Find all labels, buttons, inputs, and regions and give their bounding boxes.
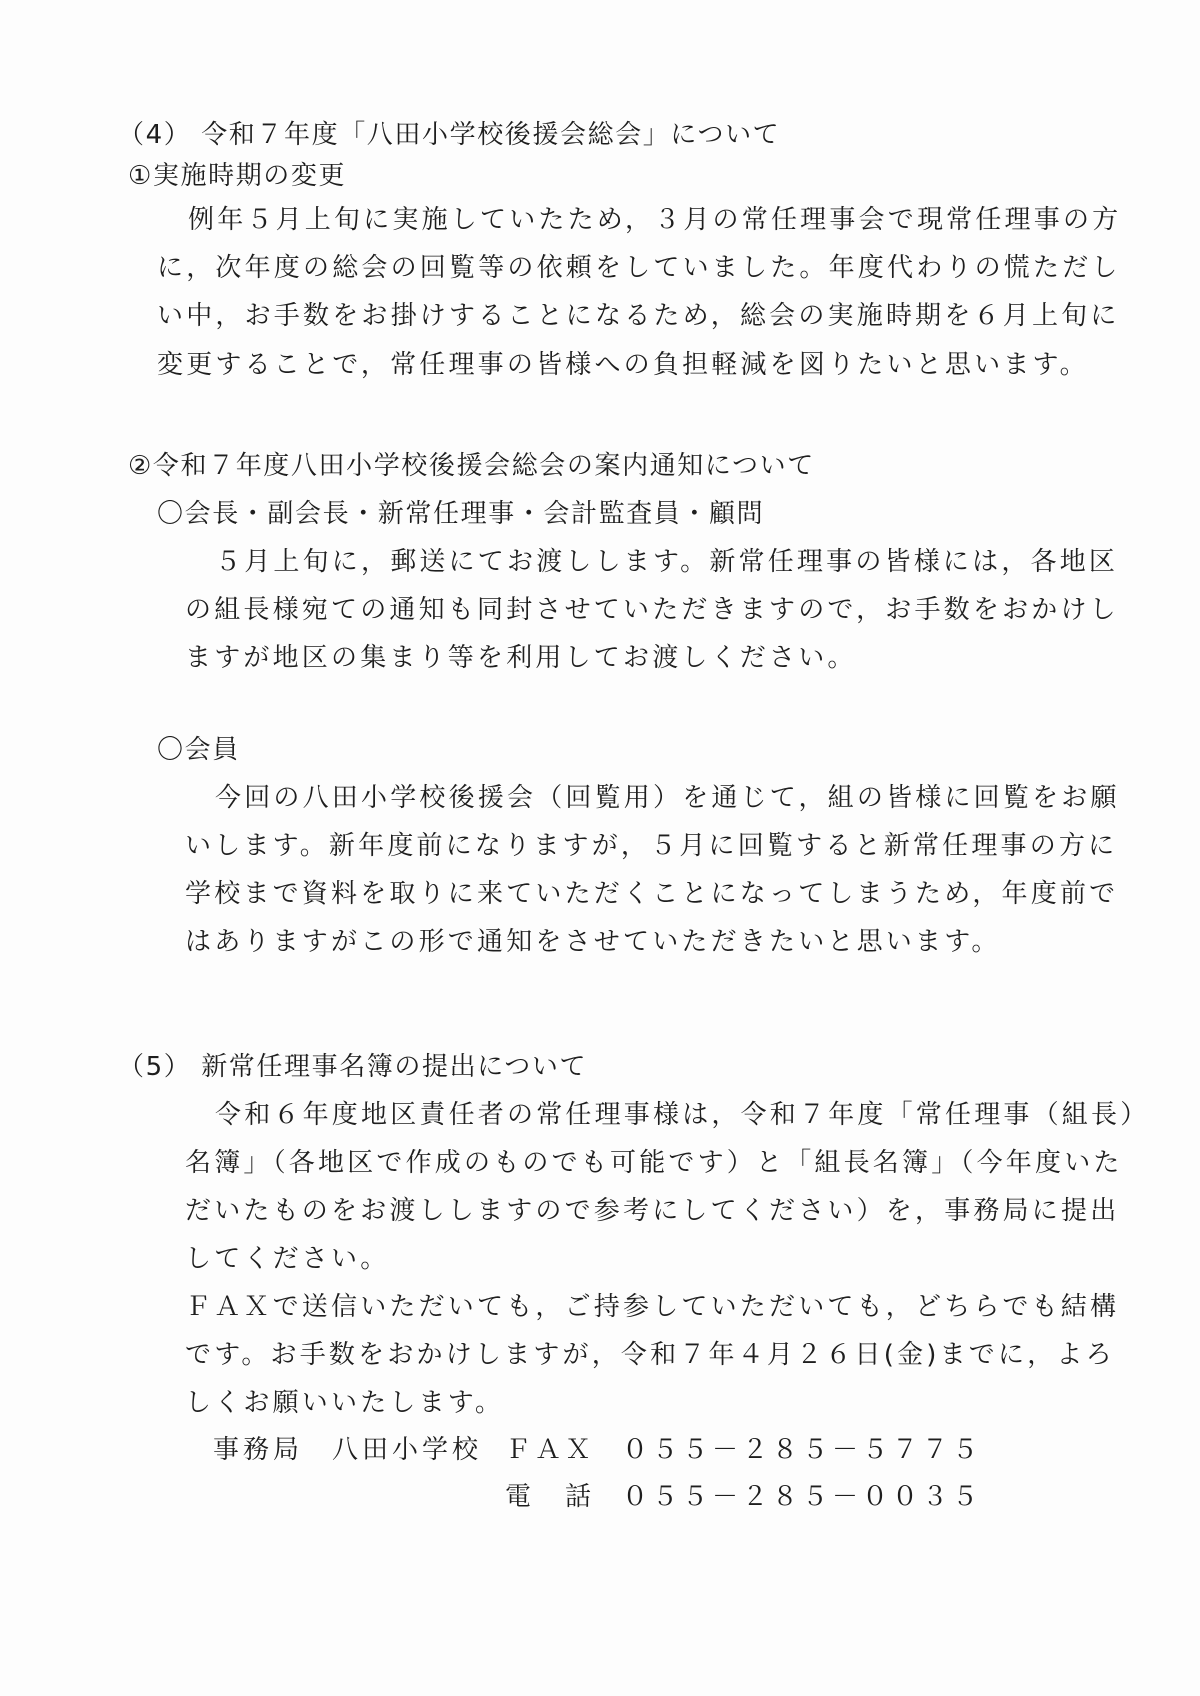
contact-fax-label: ＦＡＸ (505, 1435, 596, 1465)
groupA-line: の組長様宛ての通知も同封させていただきますので，お手数をおかけし (185, 595, 1119, 625)
sub1-line: に，次年度の総会の回覧等の依頼をしていました。年度代わりの慌ただし (157, 253, 1121, 283)
groupA-line: ５月上旬に，郵送にてお渡しします。新常任理事の皆様には，各地区 (215, 547, 1119, 577)
section5-heading: （5） 新常任理事名簿の提出について (118, 1052, 588, 1082)
sub2-heading: ②令和７年度八田小学校後援会総会の案内通知について (128, 451, 815, 481)
contact-school: 八田小学校 (332, 1435, 483, 1465)
sub1-line: い中，お手数をお掛けすることになるため，総会の実施時期を６月上旬に (157, 301, 1120, 331)
section5-line: しくお願いいたします。 (185, 1388, 505, 1418)
section5-line: ＦＡＸで送信いただいても，ご持参していただいても，どちらでも結構 (185, 1292, 1120, 1322)
section5-line: です。お手数をおかけしますが，令和７年４月２６日(金)までに，よろ (185, 1340, 1115, 1370)
groupB-line: 学校まで資料を取りに来ていただくことになってしまうため，年度前で (185, 879, 1119, 909)
groupA-line: ますが地区の集まり等を利用してお渡しください。 (185, 643, 857, 673)
section5-line: 令和６年度地区責任者の常任理事様は，令和７年度「常任理事（組長） (215, 1100, 1150, 1130)
contact-fax-number: ０５５－２８５－５７７５ (622, 1435, 983, 1465)
groupB-heading: 〇会員 (157, 735, 240, 765)
sub1-line: 例年５月上旬に実施していたため，３月の常任理事会で現常任理事の方 (188, 205, 1122, 235)
groupB-line: はありますがこの形で通知をさせていただきたいと思います。 (185, 927, 1001, 957)
contact-tel-number: ０５５－２８５－００３５ (622, 1482, 983, 1512)
section5-line: してください。 (185, 1244, 390, 1274)
groupA-heading: 〇会長・副会長・新常任理事・会計監査員・顧問 (157, 499, 765, 529)
sub1-heading: ①実施時期の変更 (128, 161, 347, 191)
sub1-line: 変更することで，常任理事の皆様への負担軽減を図りたいと思います。 (157, 350, 1089, 380)
section4-heading: （4） 令和７年度「八田小学校後援会総会」について (118, 120, 781, 150)
section5-line: だいたものをお渡ししますので参考にしてください）を，事務局に提出 (185, 1196, 1120, 1226)
section5-line: 名簿」（各地区で作成のものでも可能です）と「組長名簿」（今年度いた (185, 1148, 1123, 1178)
contact-tel-label: 電 話 (505, 1482, 596, 1512)
contact-office-label: 事務局 (213, 1435, 304, 1465)
groupB-line: 今回の八田小学校後援会（回覧用）を通じて，組の皆様に回覧をお願 (215, 783, 1120, 813)
groupB-line: いします。新年度前になりますが，５月に回覧すると新常任理事の方に (185, 831, 1118, 861)
